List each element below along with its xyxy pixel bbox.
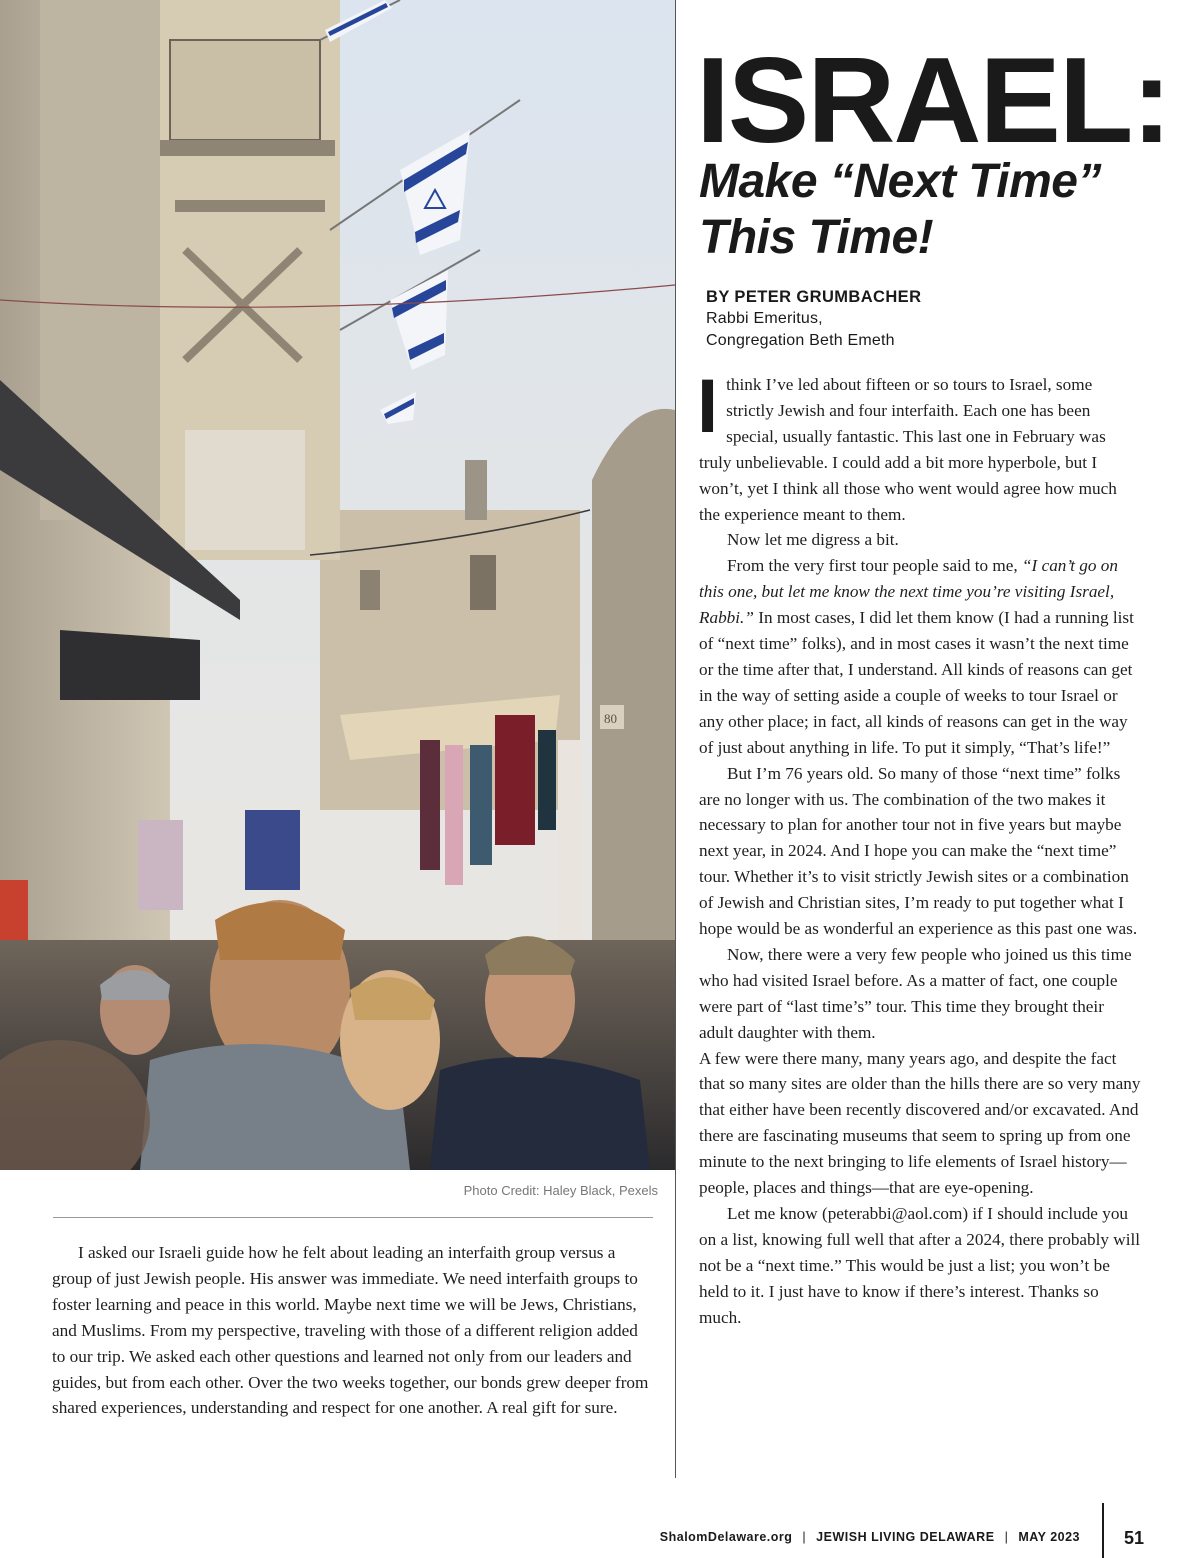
byline <box>706 287 1166 352</box>
paragraph: I asked our Israeli guide how he felt about leading an interfaith group versus a group of just Jewish people. His answer was immediate. We need interfaith groups to foster learning and peace in this world. Maybe next time we will be Jews, Christians, and Muslims. From my perspective, traveling with those of a different religion added to our trip. We asked each other questions and learned not only from our leaders and guides, but from each other. Over the two weeks together, our bonds grew deeper from shared experiences, understanding and respect for one another. A real gift for sure. <box>52 1243 649 1418</box>
article-title: ISRAEL: <box>696 32 1170 168</box>
right-column-text <box>697 364 1141 1331</box>
street-number-sign: 80 <box>604 711 617 726</box>
paragraph <box>697 364 1141 527</box>
footer-site: ShalomDelaware.org <box>659 1530 793 1544</box>
column-divider <box>675 0 676 1478</box>
quote-text: “I can’t go on this one, but let me know the next time you’re visiting Israel, Rabbi.” <box>699 556 1118 628</box>
author-affiliation: Congregation Beth Emeth <box>706 332 895 349</box>
paragraph-text: From the very first tour people said to me, <box>727 556 1022 576</box>
paragraph: Now, there were a very few people who joined us this time who had visited Israel before. As a matter of fact, one couple were part of “last time’s” tour. This time they brought their adult daughter with them. <box>699 944 1132 1042</box>
paragraph: Let me know (peterabbi@aol.com) if I should include you on a list, knowing full well that after a 2024, there probably will not be a “next time.” This would be just a list; you won’t be held to it. I just have to know if there’s interest. Thanks so much. <box>699 1204 1141 1327</box>
paragraph-text: think I’ve led about fifteen or so tours to Israel, some strictly Jewish and four interfaith. Each one has been special, usually fantastic. This last one in February was truly unbelievable. I could add a bit more hyperbole, but I won’t, yet I think all those who went would agree how much the experience meant to them. <box>699 375 1117 524</box>
footer-rule <box>1102 1503 1104 1558</box>
drop-cap: I <box>697 364 719 449</box>
photo-credit: Photo Credit: Haley Black, Pexels <box>463 1183 658 1198</box>
footer-publication: JEWISH LIVING DELAWARE <box>816 1530 995 1544</box>
paragraph: But I’m 76 years old. So many of those “next time” folks are no longer with us. The combination of the two makes it necessary to plan for another tour not in five years but maybe next year, in 2024. And I hope you can make the “next time” tour. Whether it’s to visit strictly Jewish sites or a combination of Jewish and Christian sites, I’m ready to put together what I hope would be as wonderful an experience as this past one was. <box>699 763 1138 939</box>
page-number: 51 <box>1124 1528 1145 1548</box>
paragraph-text: In most cases, I did let them know (I had a running list of “next time” folks), and in most cases it wasn’t the next time or the time after that, I understand. All kinds of reasons can get in the way of setting aside a couple of weeks to tour Israel or any other place; in fact, all kinds of reasons can get in the way of just about anything in life. To put it simply, “That’s life!” <box>699 608 1134 757</box>
footer-issue: MAY 2023 <box>1018 1530 1080 1544</box>
author-role: Rabbi Emeritus, <box>706 310 823 327</box>
article-photo <box>0 0 675 1170</box>
left-column-text <box>52 1240 652 1421</box>
crowd-icon <box>0 900 675 1170</box>
footer-separator: | <box>1004 1530 1009 1544</box>
paragraph <box>699 553 1141 760</box>
footer-separator: | <box>802 1530 807 1544</box>
divider-rule <box>53 1217 653 1218</box>
subtitle-line: Make “Next Time” <box>699 155 1101 208</box>
author-name: BY PETER GRUMBACHER <box>706 288 922 306</box>
paragraph: Now let me digress a bit. <box>727 530 899 550</box>
jerusalem-market-street-photo <box>0 0 675 1170</box>
paragraph: A few were there many, many years ago, and despite the fact that so many sites are older than the hills there are so very many that either have been recently discovered and/or excavated. And there are fascinating museums that seem to spring up from one minute to the next bringing to life elements of Israel history—people, places and things—that are eye-opening. <box>699 1048 1141 1198</box>
page-footer <box>560 1530 1080 1544</box>
subtitle-line: This Time! <box>699 211 934 264</box>
article-subtitle <box>699 154 1179 266</box>
